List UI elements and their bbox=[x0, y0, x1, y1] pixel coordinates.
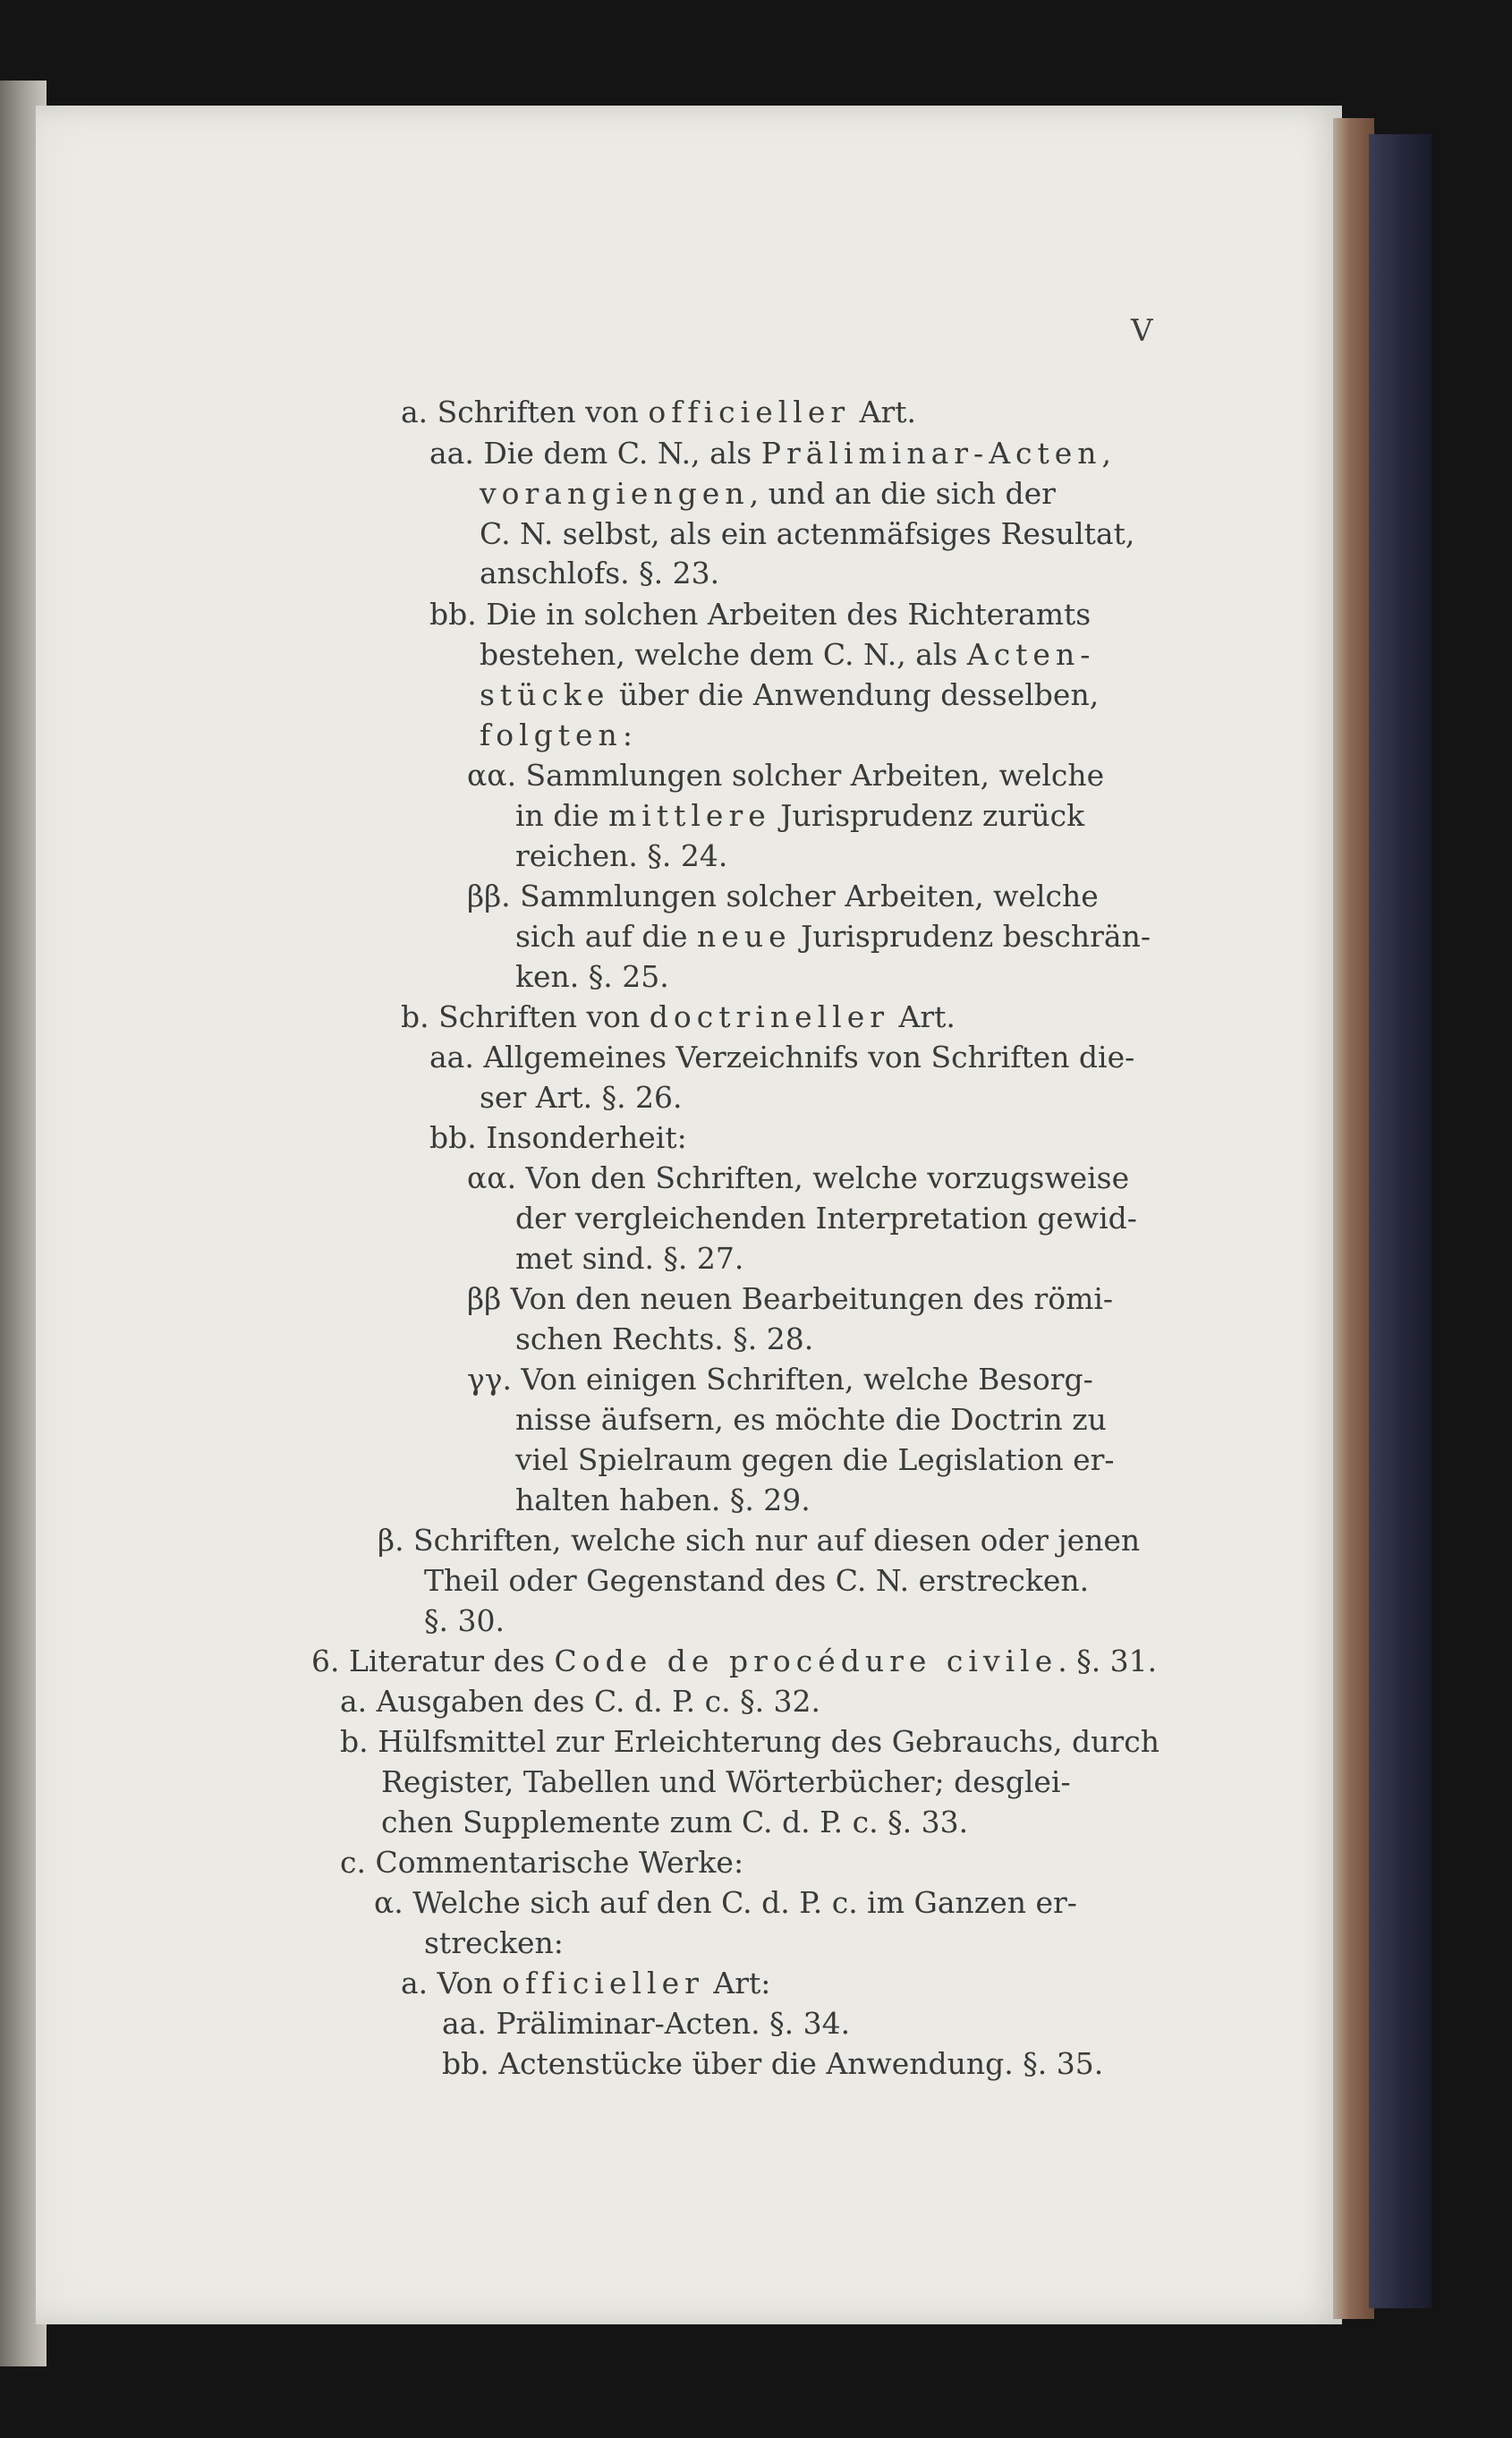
toc-line: αα. Von den Schriften, welche vorzugsweise bbox=[467, 1160, 1130, 1195]
toc-line: b. Hülfsmittel zur Erleichterung des Gebrauchs, durch bbox=[340, 1724, 1159, 1759]
toc-line: b. Schriften von doctrineller Art. bbox=[401, 999, 956, 1034]
toc-line: §. 30. bbox=[424, 1603, 505, 1638]
toc-line: C. N. selbst, als ein actenmäfsiges Resultat, bbox=[480, 516, 1135, 551]
toc-line: ββ. Sammlungen solcher Arbeiten, welche bbox=[467, 879, 1099, 913]
toc-line: aa. Präliminar-Acten. §. 34. bbox=[442, 2006, 851, 2041]
toc-line: folgten: bbox=[480, 718, 633, 752]
toc-line: α. Welche sich auf den C. d. P. c. im Ganzen er- bbox=[374, 1885, 1077, 1920]
toc-line: 6. Literatur des Code de procédure civile. §. 31. bbox=[311, 1644, 1158, 1678]
toc-line: schen Rechts. §. 28. bbox=[515, 1321, 814, 1356]
toc-line: Theil oder Gegenstand des C. N. erstrecken. bbox=[424, 1563, 1090, 1598]
toc-line: nisse äufsern, es möchte die Doctrin zu bbox=[515, 1402, 1107, 1437]
toc-line: chen Supplemente zum C. d. P. c. §. 33. bbox=[381, 1805, 969, 1839]
toc-line: viel Spielraum gegen die Legislation er- bbox=[515, 1442, 1115, 1477]
toc-line: a. Von officieller Art: bbox=[401, 1966, 771, 2001]
toc-line: bb. Actenstücke über die Anwendung. §. 35. bbox=[442, 2046, 1104, 2081]
toc-line: ββ Von den neuen Bearbeitungen des römi- bbox=[467, 1281, 1114, 1316]
toc-line: strecken: bbox=[424, 1925, 564, 1960]
toc-line: bb. Insonderheit: bbox=[429, 1120, 687, 1155]
toc-line: reichen. §. 24. bbox=[515, 838, 728, 873]
toc-line: Register, Tabellen und Wörterbücher; desglei- bbox=[381, 1764, 1071, 1799]
toc-line: met sind. §. 27. bbox=[515, 1241, 744, 1276]
toc-line: vorangiengen, und an die sich der bbox=[480, 476, 1056, 511]
toc-line: stücke über die Anwendung desselben, bbox=[480, 677, 1100, 712]
toc-line: aa. Allgemeines Verzeichnifs von Schriften die- bbox=[429, 1040, 1135, 1075]
toc-line: aa. Die dem C. N., als Präliminar-Acten, bbox=[429, 436, 1117, 471]
toc-line: a. Schriften von officieller Art. bbox=[401, 395, 917, 429]
toc-line: β. Schriften, welche sich nur auf diesen oder jenen bbox=[378, 1523, 1141, 1558]
toc-line: a. Ausgaben des C. d. P. c. §. 32. bbox=[340, 1684, 821, 1719]
toc-line: sich auf die neue Jurisprudenz beschrän- bbox=[515, 919, 1151, 954]
toc-line: bestehen, welche dem C. N., als Acten- bbox=[480, 637, 1096, 672]
toc-line: halten haben. §. 29. bbox=[515, 1482, 811, 1517]
toc-line: anschlofs. §. 23. bbox=[480, 556, 720, 590]
toc-line: c. Commentarische Werke: bbox=[340, 1845, 744, 1880]
toc-line: der vergleichenden Interpretation gewid- bbox=[515, 1201, 1137, 1236]
toc-line: ken. §. 25. bbox=[515, 959, 669, 994]
toc-line: αα. Sammlungen solcher Arbeiten, welche bbox=[467, 758, 1105, 793]
toc-line: in die mittlere Jurisprudenz zurück bbox=[515, 798, 1085, 833]
page-number: V bbox=[1131, 313, 1153, 349]
toc-line: ser Art. §. 26. bbox=[480, 1080, 683, 1115]
toc-line: bb. Die in solchen Arbeiten des Richteramts bbox=[429, 597, 1092, 632]
toc-line: γγ. Von einigen Schriften, welche Besorg- bbox=[467, 1362, 1093, 1397]
book-cover bbox=[1369, 134, 1431, 2308]
